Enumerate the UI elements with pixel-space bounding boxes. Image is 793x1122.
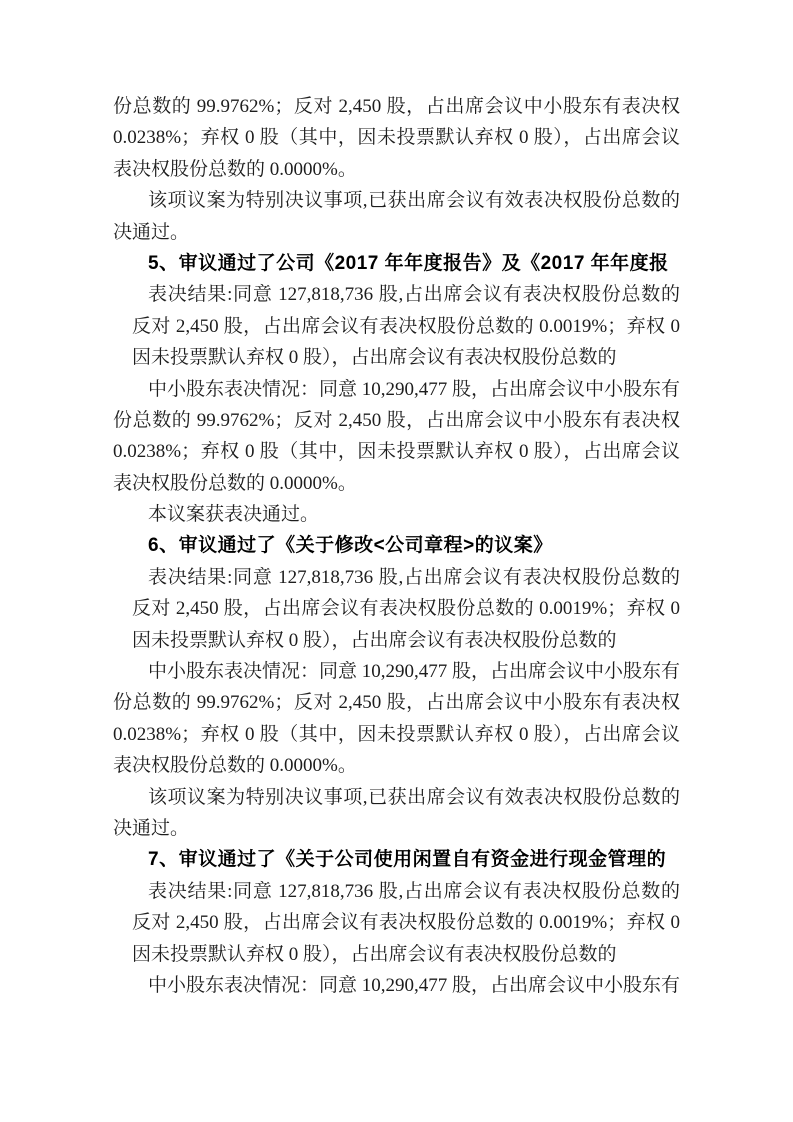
text-line: 反对 2,450 股，占出席会议有表决权股份总数的 0.0019%；弃权 0 <box>132 598 680 620</box>
section-heading: 6、审议通过了《关于修改<公司章程>的议案》 <box>148 535 553 557</box>
text-line: 表决权股份总数的 0.0000%。 <box>113 472 357 494</box>
section-heading: 7、审议通过了《关于公司使用闲置自有资金进行现金管理的 <box>148 849 667 871</box>
text-line: 该项议案为特别决议事项,已获出席会议有效表决权股份总数的 <box>148 786 680 808</box>
document-body <box>113 91 680 1001</box>
text-line: 中小股东表决情况：同意 10,290,477 股，占出席会议中小股东有 <box>148 661 680 683</box>
text-line: 表决结果:同意 127,818,736 股,占出席会议有表决权股份总数的 <box>148 566 680 588</box>
section-heading: 5、审议通过了公司《2017 年年度报告》及《2017 年年度报 <box>148 252 669 274</box>
text-line: 0.0238%；弃权 0 股（其中，因未投票默认弃权 0 股），占出席会议 <box>113 127 680 149</box>
text-line: 本议案获表决通过。 <box>148 504 320 526</box>
text-line: 0.0238%；弃权 0 股（其中，因未投票默认弃权 0 股），占出席会议 <box>113 723 680 745</box>
text-line: 份总数的 99.9762%；反对 2,450 股，占出席会议中小股东有表决权 <box>113 96 680 117</box>
text-line: 中小股东表决情况：同意 10,290,477 股，占出席会议中小股东有 <box>148 378 680 400</box>
text-line: 0.0238%；弃权 0 股（其中，因未投票默认弃权 0 股），占出席会议 <box>113 441 680 463</box>
text-line: 该项议案为特别决议事项,已获出席会议有效表决权股份总数的 <box>148 190 680 212</box>
text-line: 决通过。 <box>113 221 190 243</box>
text-line: 反对 2,450 股，占出席会议有表决权股份总数的 0.0019%；弃权 0 <box>132 912 680 934</box>
text-line: 表决结果:同意 127,818,736 股,占出席会议有表决权股份总数的 <box>148 880 680 902</box>
text-line: 份总数的 99.9762%；反对 2,450 股，占出席会议中小股东有表决权 <box>113 692 680 714</box>
text-line: 因未投票默认弃权 0 股），占出席会议有表决权股份总数的 <box>132 347 617 369</box>
text-line: 反对 2,450 股，占出席会议有表决权股份总数的 0.0019%；弃权 0 <box>132 315 680 337</box>
text-line: 表决权股份总数的 0.0000%。 <box>113 755 357 777</box>
text-line: 表决权股份总数的 0.0000%。 <box>113 158 357 180</box>
text-line: 份总数的 99.9762%；反对 2,450 股，占出席会议中小股东有表决权 <box>113 409 680 431</box>
text-line: 因未投票默认弃权 0 股），占出席会议有表决权股份总数的 <box>132 943 617 965</box>
text-line: 中小股东表决情况：同意 10,290,477 股，占出席会议中小股东有 <box>148 974 680 996</box>
text-line: 因未投票默认弃权 0 股），占出席会议有表决权股份总数的 <box>132 629 617 651</box>
text-line: 决通过。 <box>113 817 190 839</box>
text-line: 表决结果:同意 127,818,736 股,占出席会议有表决权股份总数的 <box>148 284 680 306</box>
